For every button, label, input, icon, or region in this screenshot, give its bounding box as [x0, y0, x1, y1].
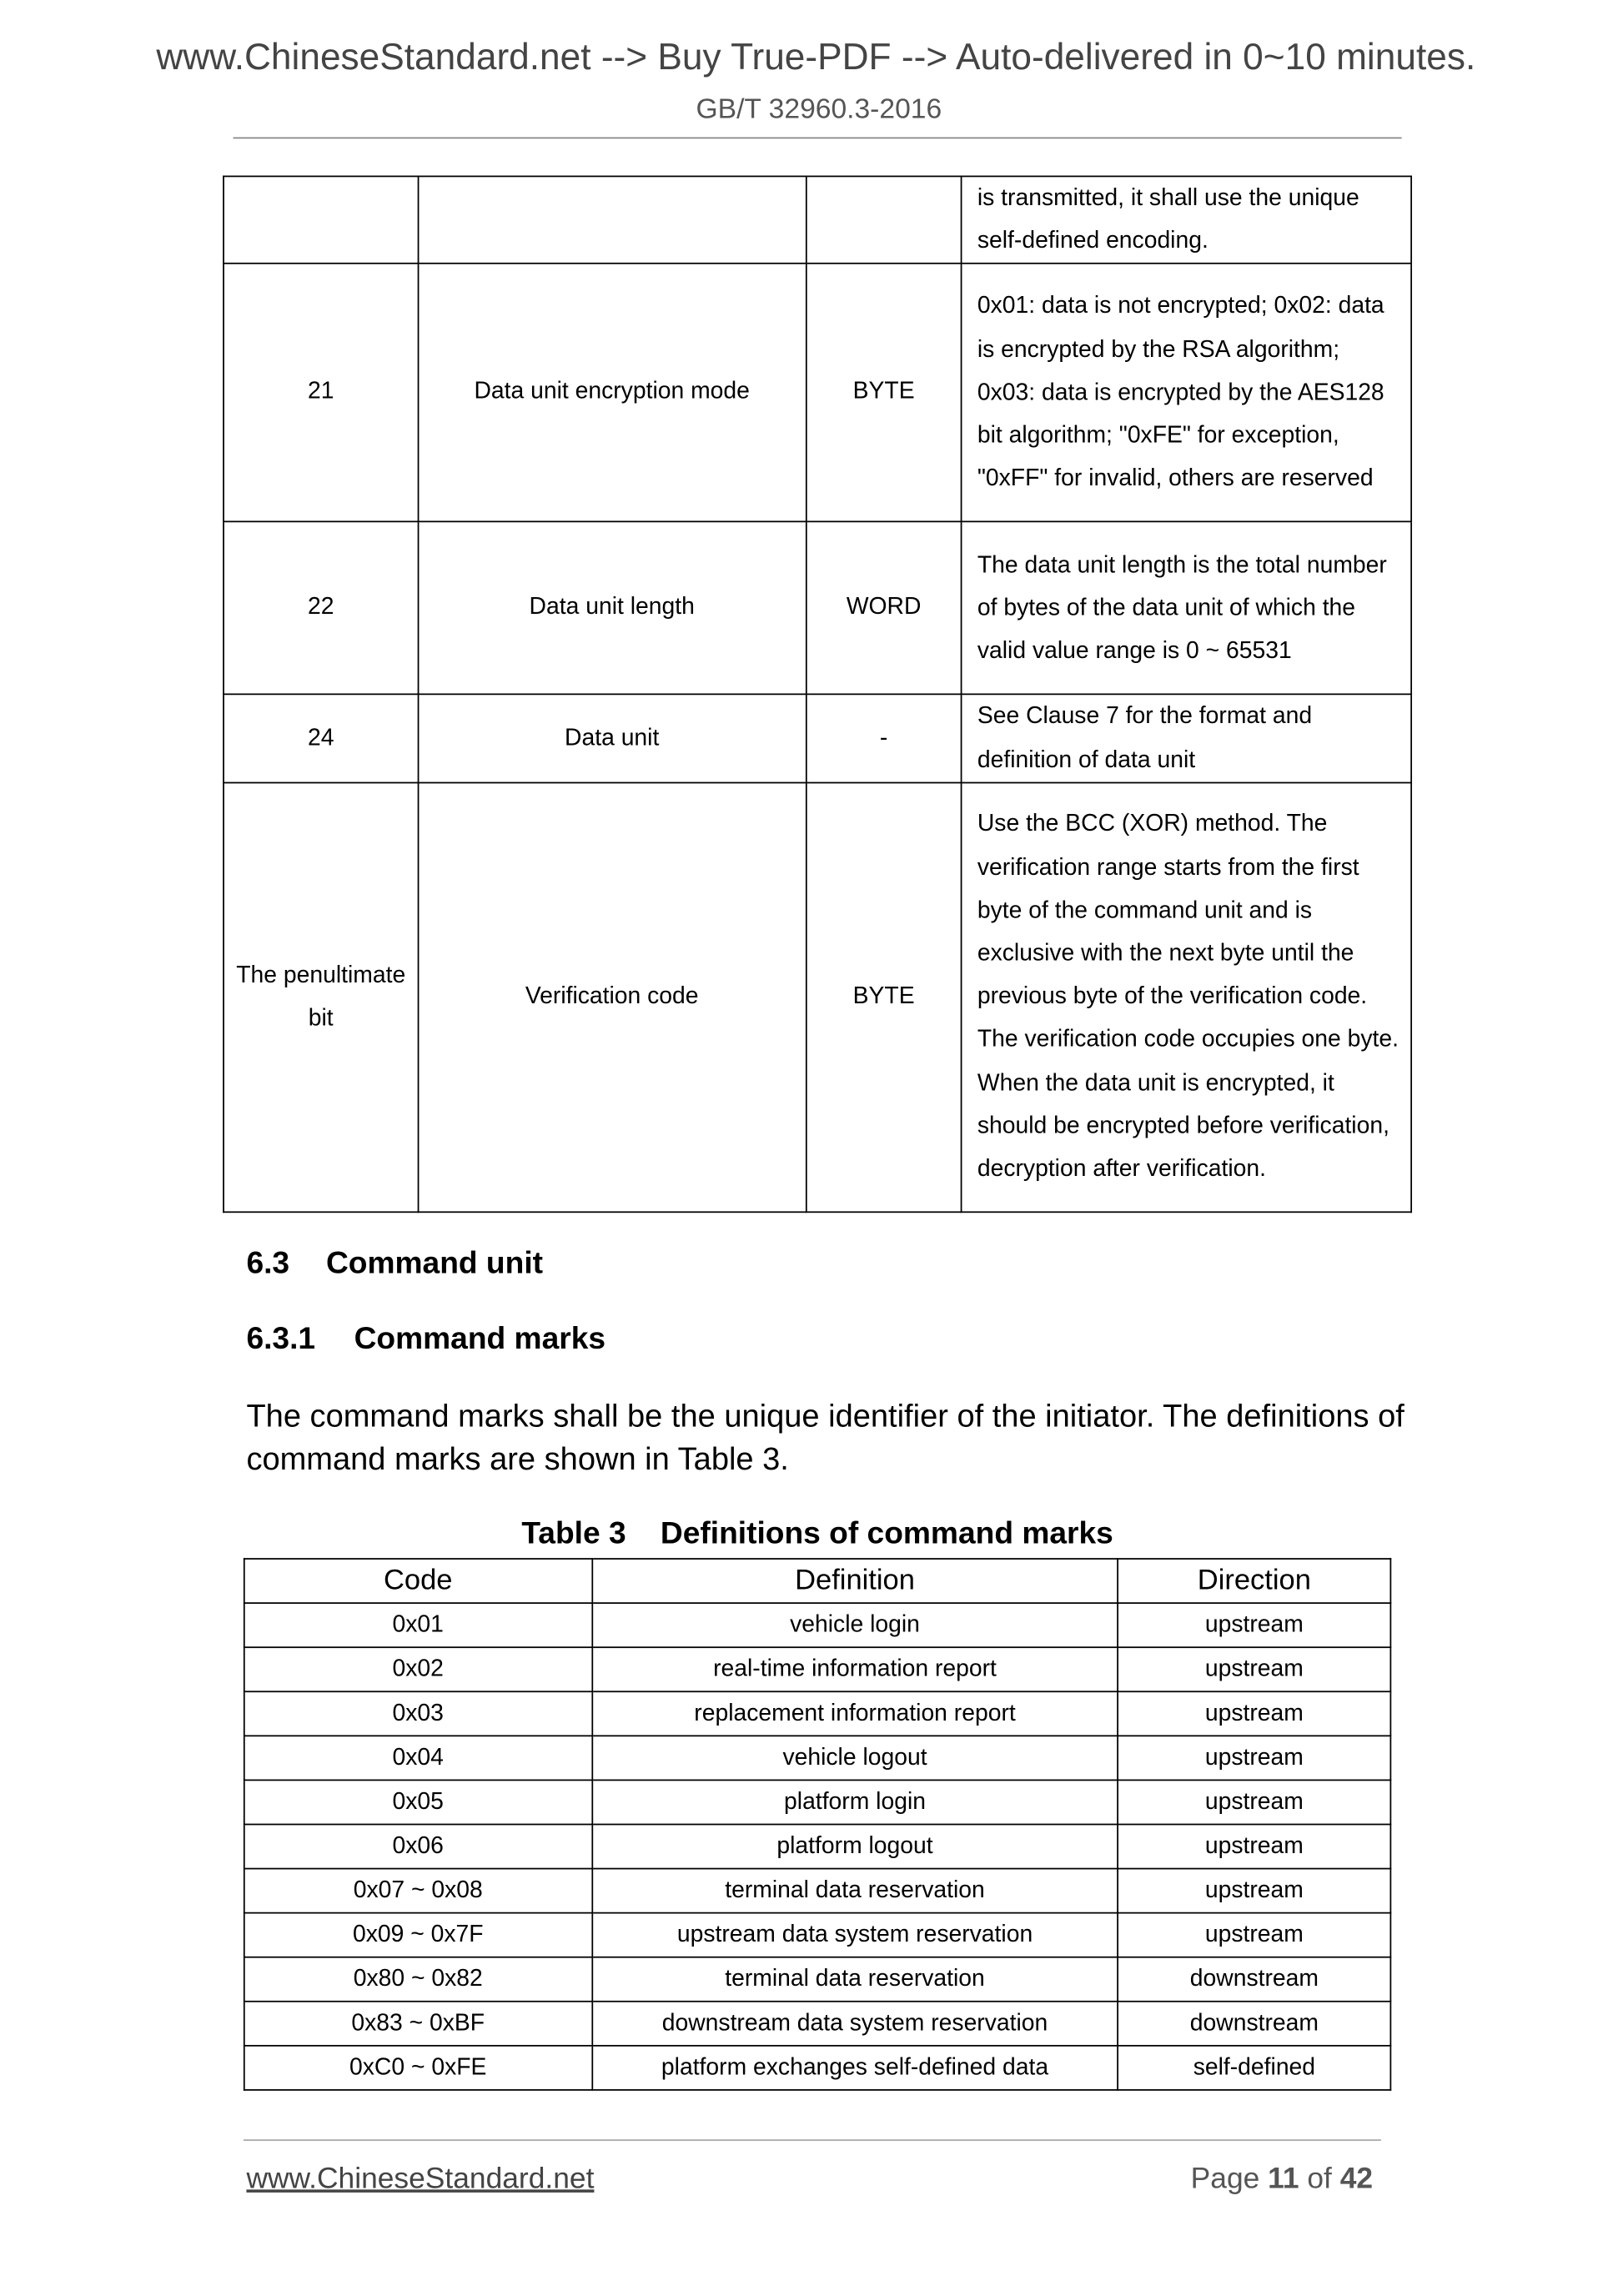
standard-number: GB/T 32960.3-2016 [696, 94, 942, 126]
cell-desc: Use the BCC (XOR) method. The verification range starts from the first byte of the command unit and is exclusive with the next byte until the previous byte of the verification code. The verification code occupies one byte. When the data unit is encrypted, it should be encrypted before verification, decryption after verification. [962, 782, 1411, 1212]
cell-direction: upstream [1118, 1913, 1390, 1957]
cell-start: 22 [224, 522, 418, 695]
command-marks-table-body [244, 1559, 1391, 2090]
table-row [244, 2002, 1391, 2046]
cell-item [418, 176, 806, 264]
body-paragraph: The command marks shall be the unique identifier of the initiator. The definitions of command marks are shown in Table 3. [246, 1399, 1404, 1477]
cell-type [806, 176, 962, 264]
page-number [1191, 2163, 1373, 2198]
table-row [224, 695, 1411, 782]
footer-link[interactable]: www.ChineseStandard.net [246, 2163, 595, 2196]
subsection-number: 6.3.1 [246, 1322, 316, 1356]
cell-direction: upstream [1118, 1824, 1390, 1868]
subsection-title: Command marks [354, 1322, 606, 1356]
cell-definition: platform logout [592, 1824, 1118, 1868]
column-header: Direction [1118, 1559, 1390, 1603]
cell-start: 21 [224, 264, 418, 523]
cell-type: BYTE [806, 782, 962, 1212]
total-pages: 42 [1339, 2163, 1374, 2196]
command-marks-table [244, 1558, 1391, 2091]
cell-direction: upstream [1118, 1603, 1390, 1647]
cell-start: 24 [224, 695, 418, 782]
cell-definition: platform login [592, 1780, 1118, 1824]
cell-definition: downstream data system reservation [592, 2002, 1118, 2046]
column-header: Definition [592, 1559, 1118, 1603]
cell-start: The penultimate bit [224, 782, 418, 1212]
header-banner[interactable]: www.ChineseStandard.net --> Buy True-PDF --> Auto-delivered in 0~10 minutes. [156, 37, 1476, 78]
footer-divider [244, 2139, 1381, 2141]
cell-start [224, 176, 418, 264]
cell-item: Data unit encryption mode [418, 264, 806, 523]
cell-code: 0x02 [244, 1647, 592, 1691]
cell-desc: is transmitted, it shall use the unique self-defined encoding. [962, 176, 1411, 264]
cell-direction: self-defined [1118, 2046, 1390, 2090]
table-row [244, 1780, 1391, 1824]
cell-direction: downstream [1118, 1957, 1390, 2002]
cell-item: Verification code [418, 782, 806, 1212]
table-row [244, 1647, 1391, 1691]
cell-code: 0x09 ~ 0x7F [244, 1913, 592, 1957]
table-row [224, 522, 1411, 695]
cell-direction: downstream [1118, 2002, 1390, 2046]
cell-code: 0x03 [244, 1691, 592, 1736]
cell-code: 0x80 ~ 0x82 [244, 1957, 592, 2002]
table-row [224, 782, 1411, 1212]
page-of: of [1299, 2163, 1340, 2196]
cell-definition: terminal data reservation [592, 1957, 1118, 2002]
table-row [244, 1869, 1391, 1913]
cell-desc: The data unit length is the total number of bytes of the data unit of which the valid value range is 0 ~ 65531 [962, 522, 1411, 695]
cell-code: 0x04 [244, 1736, 592, 1780]
column-header: Code [244, 1559, 592, 1603]
cell-direction: upstream [1118, 1869, 1390, 1913]
message-structure-table [223, 176, 1412, 1213]
cell-code: 0x83 ~ 0xBF [244, 2002, 592, 2046]
message-structure-table-body [224, 176, 1411, 1212]
cell-item: Data unit [418, 695, 806, 782]
page-prefix: Page [1190, 2163, 1269, 2196]
cell-type: BYTE [806, 264, 962, 523]
table-caption: Table 3 Definitions of command marks [521, 1516, 1113, 1551]
cell-item: Data unit length [418, 522, 806, 695]
table-row [244, 1913, 1391, 1957]
table-row [244, 1824, 1391, 1868]
table-row [244, 1603, 1391, 1647]
table-row [244, 2046, 1391, 2090]
section-heading [246, 1247, 543, 1282]
cell-definition: vehicle logout [592, 1736, 1118, 1780]
cell-desc: 0x01: data is not encrypted; 0x02: data is encrypted by the RSA algorithm; 0x03: data is encrypted by the AES128 bit algorithm; "0xFE" for exception, "0xFF" for invalid, others are reserved [962, 264, 1411, 523]
cell-code: 0xC0 ~ 0xFE [244, 2046, 592, 2090]
cell-direction: upstream [1118, 1736, 1390, 1780]
cell-code: 0x01 [244, 1603, 592, 1647]
cell-code: 0x07 ~ 0x08 [244, 1869, 592, 1913]
cell-direction: upstream [1118, 1780, 1390, 1824]
cell-desc: See Clause 7 for the format and definition of data unit [962, 695, 1411, 782]
cell-direction: upstream [1118, 1647, 1390, 1691]
cell-type: WORD [806, 522, 962, 695]
cell-definition: replacement information report [592, 1691, 1118, 1736]
table-header-row [244, 1559, 1391, 1603]
cell-definition: terminal data reservation [592, 1869, 1118, 1913]
section-number: 6.3 [246, 1246, 290, 1281]
cell-definition: real-time information report [592, 1647, 1118, 1691]
subsection-heading [246, 1322, 605, 1357]
cell-code: 0x05 [244, 1780, 592, 1824]
cell-definition: upstream data system reservation [592, 1913, 1118, 1957]
cell-definition: vehicle login [592, 1603, 1118, 1647]
header-divider [234, 138, 1402, 139]
table-row [224, 176, 1411, 264]
table-row [244, 1691, 1391, 1736]
table-row [244, 1957, 1391, 2002]
cell-code: 0x06 [244, 1824, 592, 1868]
table-row [244, 1736, 1391, 1780]
cell-type: - [806, 695, 962, 782]
cell-definition: platform exchanges self-defined data [592, 2046, 1118, 2090]
table-row [224, 264, 1411, 523]
current-page: 11 [1268, 2163, 1299, 2196]
cell-direction: upstream [1118, 1691, 1390, 1736]
section-title: Command unit [325, 1246, 544, 1281]
